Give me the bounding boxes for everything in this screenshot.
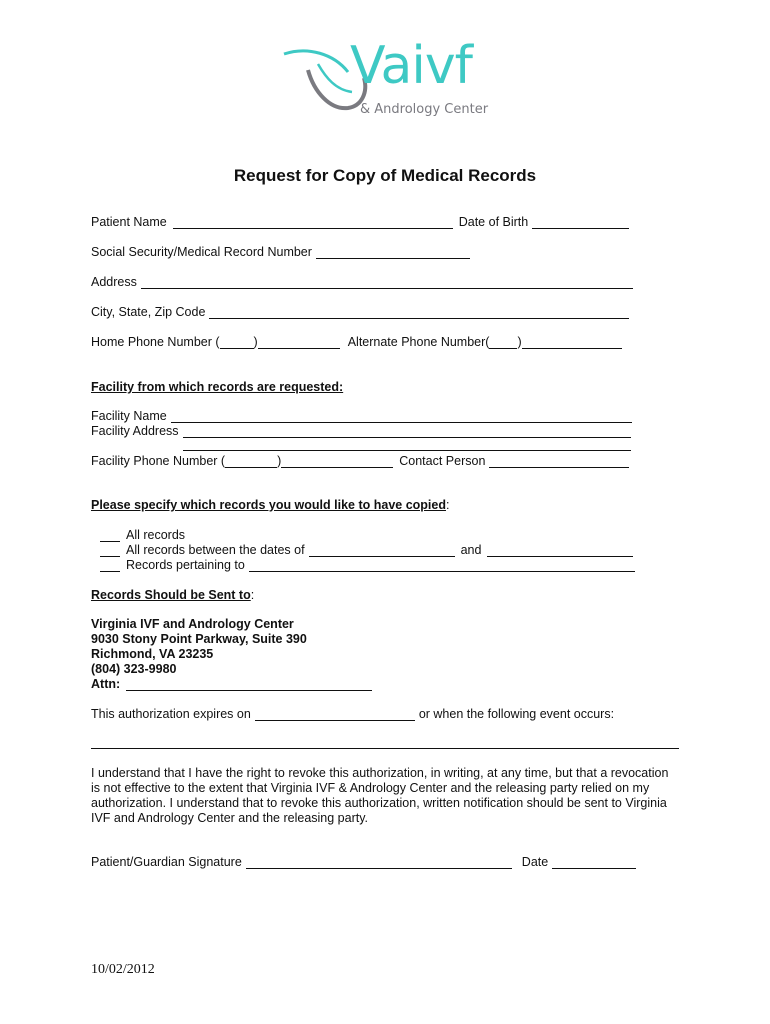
logo-subtitle: & Andrology Center bbox=[360, 102, 489, 117]
facility-address-field[interactable] bbox=[183, 424, 631, 438]
expires-label: This authorization expires on bbox=[91, 707, 251, 721]
home-phone-label: Home Phone Number ( bbox=[91, 335, 220, 349]
logo-brand: Vaivf bbox=[350, 36, 472, 96]
patient-name-label: Patient Name bbox=[91, 215, 167, 229]
city-state-zip-label: City, State, Zip Code bbox=[91, 305, 206, 319]
attn-field[interactable] bbox=[126, 677, 372, 691]
records-heading-colon: : bbox=[445, 498, 450, 512]
records-heading: Please specify which records you would like to have copied bbox=[91, 498, 446, 512]
send-to-heading: Records Should be Sent to bbox=[91, 588, 251, 602]
alt-phone-label: Alternate Phone Number( bbox=[347, 335, 490, 349]
facility-address-label: Facility Address bbox=[91, 424, 179, 438]
opt-and-label: and bbox=[460, 543, 482, 557]
event-field[interactable] bbox=[91, 748, 679, 749]
signature-label: Patient/Guardian Signature bbox=[91, 855, 242, 869]
ssn-field[interactable] bbox=[316, 245, 470, 259]
facility-address-line2[interactable] bbox=[183, 450, 631, 451]
disclaimer-line: authorization. I understand that to revoke this authorization, written notification should be sent to Virginia bbox=[91, 796, 667, 810]
city-state-zip-field[interactable] bbox=[209, 305, 629, 319]
dob-label: Date of Birth bbox=[458, 215, 529, 229]
facility-phone-paren: ) bbox=[277, 454, 282, 468]
alt-phone-field[interactable] bbox=[522, 335, 622, 349]
logo bbox=[278, 36, 493, 122]
home-phone-area-field[interactable] bbox=[220, 335, 254, 349]
checkbox-records-pertaining[interactable] bbox=[100, 558, 120, 572]
opt-all-records-label: All records bbox=[126, 528, 186, 542]
facility-heading: Facility from which records are requested: bbox=[91, 380, 344, 394]
send-to-org: Virginia IVF and Andrology Center bbox=[91, 617, 294, 631]
alt-phone-paren: ) bbox=[517, 335, 522, 349]
event-label: or when the following event occurs: bbox=[418, 707, 615, 721]
between-start-field[interactable] bbox=[309, 543, 455, 557]
signature-date-field[interactable] bbox=[552, 855, 636, 869]
send-to-phone: (804) 323-9980 bbox=[91, 662, 177, 676]
patient-name-field[interactable] bbox=[173, 215, 453, 229]
facility-name-field[interactable] bbox=[171, 409, 632, 423]
footer-date: 10/02/2012 bbox=[91, 962, 155, 977]
disclaimer bbox=[91, 766, 668, 826]
facility-phone-label: Facility Phone Number ( bbox=[91, 454, 226, 468]
disclaimer-line: I understand that I have the right to revoke this authorization, in writing, at any time, but that a revocation bbox=[91, 766, 669, 780]
send-to-street: 9030 Stony Point Parkway, Suite 390 bbox=[91, 632, 307, 646]
home-phone-field[interactable] bbox=[258, 335, 340, 349]
page-title: Request for Copy of Medical Records bbox=[233, 166, 537, 185]
address-label: Address bbox=[91, 275, 137, 289]
checkbox-all-records[interactable] bbox=[100, 528, 120, 542]
send-to-heading-colon: : bbox=[250, 588, 255, 602]
facility-phone-field[interactable] bbox=[281, 454, 393, 468]
address-field[interactable] bbox=[141, 275, 633, 289]
pertaining-field[interactable] bbox=[249, 558, 635, 572]
facility-name-label: Facility Name bbox=[91, 409, 167, 423]
disclaimer-line: IVF and Andrology Center and the releasing party. bbox=[91, 811, 369, 825]
alt-phone-area-field[interactable] bbox=[489, 335, 517, 349]
attn-label: Attn: bbox=[91, 677, 121, 691]
opt-pertaining-label: Records pertaining to bbox=[126, 558, 245, 572]
signature-date-label: Date bbox=[521, 855, 549, 869]
dob-field[interactable] bbox=[532, 215, 629, 229]
contact-person-field[interactable] bbox=[489, 454, 629, 468]
between-end-field[interactable] bbox=[487, 543, 633, 557]
contact-person-label: Contact Person bbox=[399, 454, 486, 468]
disclaimer-line: is not effective to the extent that Virginia IVF & Andrology Center and the releasing party relied on my bbox=[91, 781, 650, 795]
opt-between-label: All records between the dates of bbox=[126, 543, 305, 557]
facility-phone-area-field[interactable] bbox=[225, 454, 277, 468]
checkbox-records-between[interactable] bbox=[100, 543, 120, 557]
signature-field[interactable] bbox=[246, 855, 512, 869]
expires-field[interactable] bbox=[255, 707, 415, 721]
home-phone-paren: ) bbox=[253, 335, 258, 349]
ssn-label: Social Security/Medical Record Number bbox=[91, 245, 312, 259]
send-to-city: Richmond, VA 23235 bbox=[91, 647, 214, 661]
